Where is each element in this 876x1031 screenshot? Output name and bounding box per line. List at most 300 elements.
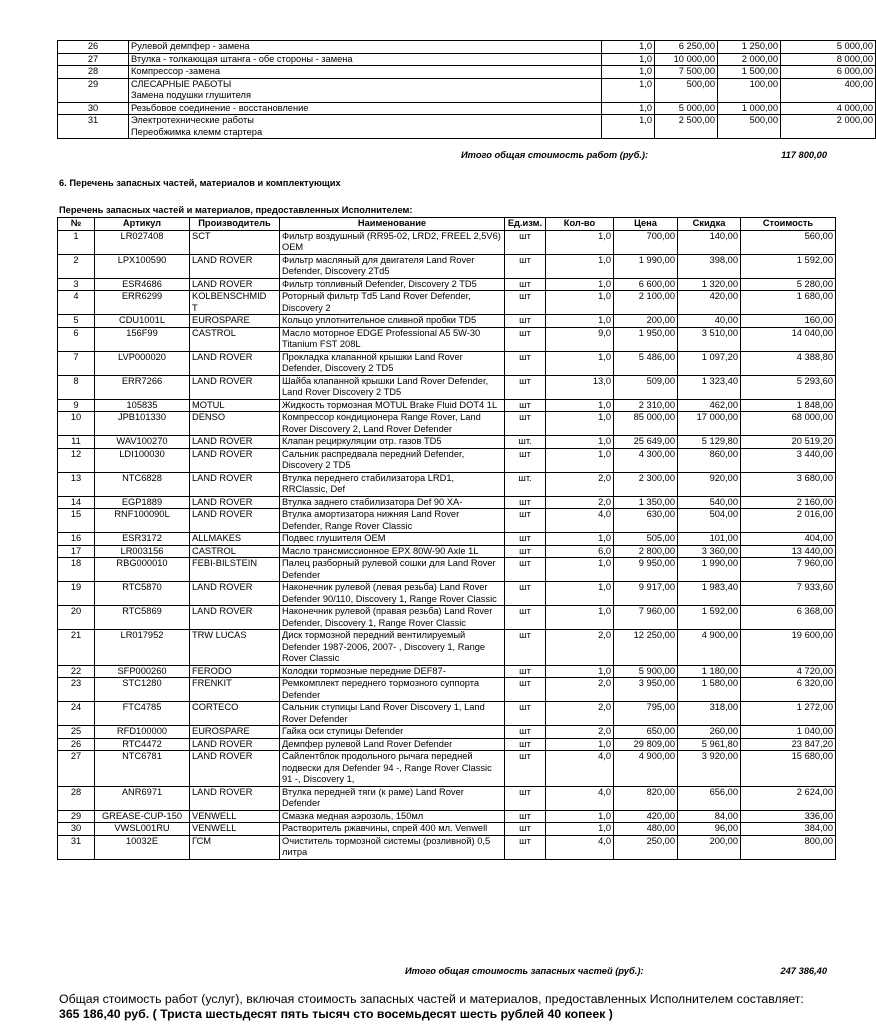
unit: шт bbox=[505, 630, 546, 666]
price: 3 950,00 bbox=[614, 678, 678, 702]
cost: 6 000,00 bbox=[781, 66, 876, 79]
article: ANR6971 bbox=[95, 786, 190, 810]
unit: шт bbox=[505, 606, 546, 630]
article: RTC5869 bbox=[95, 606, 190, 630]
cost: 5 293,60 bbox=[741, 375, 836, 399]
work-name: Компрессор -замена bbox=[129, 66, 602, 79]
row-number: 27 bbox=[58, 751, 95, 787]
quantity: 2,0 bbox=[546, 726, 614, 739]
price: 25 649,00 bbox=[614, 436, 678, 449]
part-name: Втулка амортизатора нижняя Land Rover Defender, Range Rover Classic bbox=[280, 509, 505, 533]
part-name: Жидкость тормозная MOTUL Brake Fluid DOT4 1L bbox=[280, 399, 505, 412]
row-number: 15 bbox=[58, 509, 95, 533]
cost: 2 000,00 bbox=[781, 115, 876, 139]
discount: 860,00 bbox=[678, 448, 741, 472]
quantity: 1,0 bbox=[546, 823, 614, 836]
quantity: 1,0 bbox=[546, 278, 614, 291]
part-name: Ремкомплект переднего тормозного суппорта Defender bbox=[280, 678, 505, 702]
discount: 1 250,00 bbox=[718, 41, 781, 54]
works-row bbox=[58, 41, 876, 54]
cost: 2 160,00 bbox=[741, 496, 836, 509]
article: STC1280 bbox=[95, 678, 190, 702]
row-number: 29 bbox=[58, 810, 95, 823]
row-number: 30 bbox=[58, 823, 95, 836]
manufacturer: TRW LUCAS bbox=[190, 630, 280, 666]
cost: 7 933,60 bbox=[741, 582, 836, 606]
col-header-name: Наименование bbox=[280, 218, 505, 231]
row-number: 13 bbox=[58, 472, 95, 496]
price: 820,00 bbox=[614, 786, 678, 810]
works-table bbox=[57, 40, 876, 139]
price: 2 500,00 bbox=[655, 115, 718, 139]
parts-row bbox=[58, 630, 836, 666]
article: NTC6828 bbox=[95, 472, 190, 496]
cost: 560,00 bbox=[741, 230, 836, 254]
parts-row bbox=[58, 738, 836, 751]
unit: шт bbox=[505, 254, 546, 278]
col-header-qty: Кол-во bbox=[546, 218, 614, 231]
cost: 1 592,00 bbox=[741, 254, 836, 278]
article: ESR3172 bbox=[95, 533, 190, 546]
parts-row bbox=[58, 665, 836, 678]
article: RTC5870 bbox=[95, 582, 190, 606]
quantity: 2,0 bbox=[546, 496, 614, 509]
part-name: Фильтр масляный для двигателя Land Rover Defender, Discovery 2Td5 bbox=[280, 254, 505, 278]
discount: 260,00 bbox=[678, 726, 741, 739]
row-number: 22 bbox=[58, 665, 95, 678]
cost: 160,00 bbox=[741, 315, 836, 328]
article: ESR4686 bbox=[95, 278, 190, 291]
row-number: 6 bbox=[58, 327, 95, 351]
article: RFD100000 bbox=[95, 726, 190, 739]
article: LPX100590 bbox=[95, 254, 190, 278]
price: 650,00 bbox=[614, 726, 678, 739]
price: 630,00 bbox=[614, 509, 678, 533]
quantity: 1,0 bbox=[602, 115, 655, 139]
unit: шт bbox=[505, 496, 546, 509]
row-number: 29 bbox=[58, 78, 129, 102]
article: 10032E bbox=[95, 835, 190, 859]
discount: 2 000,00 bbox=[718, 53, 781, 66]
parts-header-row bbox=[58, 218, 836, 231]
discount: 100,00 bbox=[718, 78, 781, 102]
manufacturer: LAND ROVER bbox=[190, 351, 280, 375]
price: 7 960,00 bbox=[614, 606, 678, 630]
price: 2 800,00 bbox=[614, 545, 678, 558]
manufacturer: LAND ROVER bbox=[190, 375, 280, 399]
row-number: 8 bbox=[58, 375, 95, 399]
parts-row bbox=[58, 751, 836, 787]
parts-row bbox=[58, 558, 836, 582]
work-name: Втулка - толкающая штанга - обе стороны - замена bbox=[129, 53, 602, 66]
price: 505,00 bbox=[614, 533, 678, 546]
cost: 5 000,00 bbox=[781, 41, 876, 54]
discount: 920,00 bbox=[678, 472, 741, 496]
article: 156F99 bbox=[95, 327, 190, 351]
col-header-maker: Производитель bbox=[190, 218, 280, 231]
cost: 4 000,00 bbox=[781, 102, 876, 115]
cost: 384,00 bbox=[741, 823, 836, 836]
price: 500,00 bbox=[655, 78, 718, 102]
quantity: 1,0 bbox=[602, 41, 655, 54]
parts-row bbox=[58, 533, 836, 546]
discount: 1 320,00 bbox=[678, 278, 741, 291]
discount: 420,00 bbox=[678, 291, 741, 315]
quantity: 1,0 bbox=[546, 230, 614, 254]
part-name: Наконечник рулевой (правая резьба) Land Rover Defender, Discovery 1, Range Rover Classic bbox=[280, 606, 505, 630]
quantity: 6,0 bbox=[546, 545, 614, 558]
manufacturer: CORTECO bbox=[190, 702, 280, 726]
part-name: Масло моторное EDGE Professional A5 5W-30 Titanium FST 208L bbox=[280, 327, 505, 351]
row-number: 12 bbox=[58, 448, 95, 472]
manufacturer: FEBI-BILSTEIN bbox=[190, 558, 280, 582]
part-name: Масло трансмиссионное EPX 80W-90 Axle 1L bbox=[280, 545, 505, 558]
row-number: 19 bbox=[58, 582, 95, 606]
manufacturer: LAND ROVER bbox=[190, 278, 280, 291]
cost: 1 040,00 bbox=[741, 726, 836, 739]
price: 9 950,00 bbox=[614, 558, 678, 582]
cost: 5 280,00 bbox=[741, 278, 836, 291]
manufacturer: LAND ROVER bbox=[190, 582, 280, 606]
parts-row bbox=[58, 327, 836, 351]
discount: 504,00 bbox=[678, 509, 741, 533]
cost: 1 272,00 bbox=[741, 702, 836, 726]
cost: 1 848,00 bbox=[741, 399, 836, 412]
col-header-cost: Стоимость bbox=[741, 218, 836, 231]
article: RTC4472 bbox=[95, 738, 190, 751]
discount: 1 580,00 bbox=[678, 678, 741, 702]
article: WAV100270 bbox=[95, 436, 190, 449]
discount: 3 920,00 bbox=[678, 751, 741, 787]
row-number: 21 bbox=[58, 630, 95, 666]
parts-total-label: Итого общая стоимость запасных частей (руб.): bbox=[405, 966, 644, 976]
unit: шт bbox=[505, 786, 546, 810]
price: 29 809,00 bbox=[614, 738, 678, 751]
manufacturer: LAND ROVER bbox=[190, 496, 280, 509]
manufacturer: MOTUL bbox=[190, 399, 280, 412]
parts-row bbox=[58, 545, 836, 558]
article: LVP000020 bbox=[95, 351, 190, 375]
article: LDI100030 bbox=[95, 448, 190, 472]
unit: шт bbox=[505, 278, 546, 291]
manufacturer: VENWELL bbox=[190, 823, 280, 836]
manufacturer: LAND ROVER bbox=[190, 738, 280, 751]
cost: 20 519,20 bbox=[741, 436, 836, 449]
discount: 1 323,40 bbox=[678, 375, 741, 399]
row-number: 7 bbox=[58, 351, 95, 375]
part-name: Колодки тормозные передние DEF87- bbox=[280, 665, 505, 678]
quantity: 1,0 bbox=[602, 78, 655, 102]
quantity: 1,0 bbox=[546, 254, 614, 278]
article: GREASE-CUP-150 bbox=[95, 810, 190, 823]
manufacturer: CASTROL bbox=[190, 545, 280, 558]
unit: шт bbox=[505, 509, 546, 533]
quantity: 4,0 bbox=[546, 786, 614, 810]
article: 105835 bbox=[95, 399, 190, 412]
article: FTC4785 bbox=[95, 702, 190, 726]
manufacturer: VENWELL bbox=[190, 810, 280, 823]
quantity: 1,0 bbox=[546, 399, 614, 412]
cost: 14 040,00 bbox=[741, 327, 836, 351]
price: 5 486,00 bbox=[614, 351, 678, 375]
cost: 4 720,00 bbox=[741, 665, 836, 678]
price: 1 990,00 bbox=[614, 254, 678, 278]
part-name: Наконечник рулевой (левая резьба) Land Rover Defender 90/110, Discovery 1, Range Rover Classic bbox=[280, 582, 505, 606]
grand-total-amount: 365 186,40 руб. ( Триста шестьдесят пять тысяч сто восемьдесят шесть рублей 40 копеек ) bbox=[59, 1007, 613, 1021]
row-number: 26 bbox=[58, 41, 129, 54]
parts-row bbox=[58, 835, 836, 859]
price: 6 600,00 bbox=[614, 278, 678, 291]
price: 10 000,00 bbox=[655, 53, 718, 66]
discount: 1 990,00 bbox=[678, 558, 741, 582]
row-number: 31 bbox=[58, 835, 95, 859]
unit: шт bbox=[505, 351, 546, 375]
part-name: Втулка передней тяги (к раме) Land Rover Defender bbox=[280, 786, 505, 810]
article: JPB101330 bbox=[95, 412, 190, 436]
manufacturer: LAND ROVER bbox=[190, 254, 280, 278]
part-name: Демпфер рулевой Land Rover Defender bbox=[280, 738, 505, 751]
cost: 1 680,00 bbox=[741, 291, 836, 315]
part-name: Растворитель ржавчины, спрей 400 мл. Venwell bbox=[280, 823, 505, 836]
unit: шт bbox=[505, 823, 546, 836]
part-name: Сайлентблок продольного рычага передней подвески для Defender 94 -, Range Rover Classic 91 -, Discovery 1, bbox=[280, 751, 505, 787]
manufacturer: LAND ROVER bbox=[190, 606, 280, 630]
price: 1 950,00 bbox=[614, 327, 678, 351]
cost: 3 440,00 bbox=[741, 448, 836, 472]
unit: шт bbox=[505, 582, 546, 606]
row-number: 11 bbox=[58, 436, 95, 449]
quantity: 1,0 bbox=[546, 606, 614, 630]
discount: 1 000,00 bbox=[718, 102, 781, 115]
part-name: Смазка медная аэрозоль, 150мл bbox=[280, 810, 505, 823]
unit: шт bbox=[505, 327, 546, 351]
article: RNF100090L bbox=[95, 509, 190, 533]
article: EGP1889 bbox=[95, 496, 190, 509]
part-name: Сальник распредвала передний Defender, Discovery 2 TD5 bbox=[280, 448, 505, 472]
price: 4 900,00 bbox=[614, 751, 678, 787]
unit: шт bbox=[505, 810, 546, 823]
work-name: Резьбовое соединение - восстановление bbox=[129, 102, 602, 115]
quantity: 1,0 bbox=[546, 738, 614, 751]
row-number: 30 bbox=[58, 102, 129, 115]
unit: шт bbox=[505, 230, 546, 254]
cost: 2 016,00 bbox=[741, 509, 836, 533]
row-number: 28 bbox=[58, 66, 129, 79]
parts-row bbox=[58, 496, 836, 509]
discount: 140,00 bbox=[678, 230, 741, 254]
quantity: 2,0 bbox=[546, 702, 614, 726]
parts-row bbox=[58, 230, 836, 254]
discount: 17 000,00 bbox=[678, 412, 741, 436]
cost: 7 960,00 bbox=[741, 558, 836, 582]
discount: 3 360,00 bbox=[678, 545, 741, 558]
price: 795,00 bbox=[614, 702, 678, 726]
parts-total-value: 247 386,40 bbox=[780, 966, 827, 976]
quantity: 1,0 bbox=[546, 315, 614, 328]
part-name: Сальник ступицы Land Rover Discovery 1, Land Rover Defender bbox=[280, 702, 505, 726]
unit: шт bbox=[505, 533, 546, 546]
price: 1 350,00 bbox=[614, 496, 678, 509]
quantity: 1,0 bbox=[546, 412, 614, 436]
unit: шт. bbox=[505, 436, 546, 449]
unit: шт bbox=[505, 291, 546, 315]
cost: 23 847,20 bbox=[741, 738, 836, 751]
price: 6 250,00 bbox=[655, 41, 718, 54]
cost: 13 440,00 bbox=[741, 545, 836, 558]
article: RBG000010 bbox=[95, 558, 190, 582]
parts-row bbox=[58, 810, 836, 823]
discount: 84,00 bbox=[678, 810, 741, 823]
manufacturer: FRENKIT bbox=[190, 678, 280, 702]
article: LR027408 bbox=[95, 230, 190, 254]
manufacturer: FERODO bbox=[190, 665, 280, 678]
discount: 318,00 bbox=[678, 702, 741, 726]
row-number: 28 bbox=[58, 786, 95, 810]
parts-row bbox=[58, 509, 836, 533]
row-number: 10 bbox=[58, 412, 95, 436]
row-number: 31 bbox=[58, 115, 129, 139]
manufacturer: ГСМ bbox=[190, 835, 280, 859]
quantity: 1,0 bbox=[546, 436, 614, 449]
quantity: 1,0 bbox=[546, 558, 614, 582]
part-name: Очиститель тормозной системы (розливной) 0,5 литра bbox=[280, 835, 505, 859]
cost: 8 000,00 bbox=[781, 53, 876, 66]
quantity: 4,0 bbox=[546, 835, 614, 859]
discount: 462,00 bbox=[678, 399, 741, 412]
row-number: 25 bbox=[58, 726, 95, 739]
unit: шт bbox=[505, 375, 546, 399]
manufacturer: SCT bbox=[190, 230, 280, 254]
parts-row bbox=[58, 606, 836, 630]
manufacturer: ALLMAKES bbox=[190, 533, 280, 546]
cost: 404,00 bbox=[741, 533, 836, 546]
col-header-article: Артикул bbox=[95, 218, 190, 231]
price: 85 000,00 bbox=[614, 412, 678, 436]
manufacturer: CASTROL bbox=[190, 327, 280, 351]
discount: 1 180,00 bbox=[678, 665, 741, 678]
price: 250,00 bbox=[614, 835, 678, 859]
unit: шт. bbox=[505, 472, 546, 496]
row-number: 26 bbox=[58, 738, 95, 751]
row-number: 24 bbox=[58, 702, 95, 726]
manufacturer: DENSO bbox=[190, 412, 280, 436]
price: 2 310,00 bbox=[614, 399, 678, 412]
parts-caption: Перечень запасных частей и материалов, предоставленных Исполнителем: bbox=[59, 205, 413, 215]
price: 4 300,00 bbox=[614, 448, 678, 472]
quantity: 4,0 bbox=[546, 509, 614, 533]
article: NTC6781 bbox=[95, 751, 190, 787]
col-header-unit: Ед.изм. bbox=[505, 218, 546, 231]
discount: 40,00 bbox=[678, 315, 741, 328]
manufacturer: KOLBENSCHMID T bbox=[190, 291, 280, 315]
price: 5 900,00 bbox=[614, 665, 678, 678]
quantity: 1,0 bbox=[546, 810, 614, 823]
price: 5 000,00 bbox=[655, 102, 718, 115]
discount: 101,00 bbox=[678, 533, 741, 546]
parts-row bbox=[58, 702, 836, 726]
parts-row bbox=[58, 315, 836, 328]
discount: 4 900,00 bbox=[678, 630, 741, 666]
discount: 398,00 bbox=[678, 254, 741, 278]
part-name: Втулка переднего стабилизатора LRD1, RRClassic, Def bbox=[280, 472, 505, 496]
col-header-number: № bbox=[58, 218, 95, 231]
quantity: 1,0 bbox=[602, 102, 655, 115]
article: ERR6299 bbox=[95, 291, 190, 315]
unit: шт bbox=[505, 678, 546, 702]
works-row bbox=[58, 66, 876, 79]
parts-row bbox=[58, 278, 836, 291]
article: ERR7266 bbox=[95, 375, 190, 399]
unit: шт bbox=[505, 835, 546, 859]
price: 200,00 bbox=[614, 315, 678, 328]
cost: 68 000,00 bbox=[741, 412, 836, 436]
price: 7 500,00 bbox=[655, 66, 718, 79]
row-number: 17 bbox=[58, 545, 95, 558]
unit: шт bbox=[505, 315, 546, 328]
parts-row bbox=[58, 291, 836, 315]
parts-row bbox=[58, 375, 836, 399]
part-name: Фильтр воздушный (RR95-02, LRD2, FREEL 2,5V6) OEM bbox=[280, 230, 505, 254]
price: 12 250,00 bbox=[614, 630, 678, 666]
discount: 1 983,40 bbox=[678, 582, 741, 606]
work-name: Рулевой демпфер - замена bbox=[129, 41, 602, 54]
row-number: 27 bbox=[58, 53, 129, 66]
manufacturer: LAND ROVER bbox=[190, 786, 280, 810]
unit: шт bbox=[505, 751, 546, 787]
part-name: Гайка оси ступицы Defender bbox=[280, 726, 505, 739]
quantity: 9,0 bbox=[546, 327, 614, 351]
cost: 2 624,00 bbox=[741, 786, 836, 810]
works-row bbox=[58, 115, 876, 139]
works-total-label: Итого общая стоимость работ (руб.): bbox=[461, 150, 649, 160]
works-row bbox=[58, 53, 876, 66]
parts-row bbox=[58, 678, 836, 702]
cost: 15 680,00 bbox=[741, 751, 836, 787]
unit: шт bbox=[505, 738, 546, 751]
cost: 4 388,80 bbox=[741, 351, 836, 375]
quantity: 2,0 bbox=[546, 472, 614, 496]
cost: 19 600,00 bbox=[741, 630, 836, 666]
part-name: Прокладка клапанной крышки Land Rover Defender, Discovery 2 TD5 bbox=[280, 351, 505, 375]
discount: 656,00 bbox=[678, 786, 741, 810]
part-name: Шайба клапанной крышки Land Rover Defender, Land Rover Discovery 2 TD5 bbox=[280, 375, 505, 399]
cost: 6 320,00 bbox=[741, 678, 836, 702]
unit: шт bbox=[505, 448, 546, 472]
quantity: 2,0 bbox=[546, 678, 614, 702]
manufacturer: LAND ROVER bbox=[190, 448, 280, 472]
manufacturer: EUROSPARE bbox=[190, 315, 280, 328]
manufacturer: LAND ROVER bbox=[190, 436, 280, 449]
works-row bbox=[58, 78, 876, 102]
price: 509,00 bbox=[614, 375, 678, 399]
discount: 1 097,20 bbox=[678, 351, 741, 375]
parts-row bbox=[58, 582, 836, 606]
quantity: 1,0 bbox=[546, 533, 614, 546]
price: 9 917,00 bbox=[614, 582, 678, 606]
quantity: 13,0 bbox=[546, 375, 614, 399]
row-number: 20 bbox=[58, 606, 95, 630]
row-number: 16 bbox=[58, 533, 95, 546]
part-name: Клапан рециркуляции отр. газов TD5 bbox=[280, 436, 505, 449]
parts-row bbox=[58, 786, 836, 810]
row-number: 5 bbox=[58, 315, 95, 328]
price: 700,00 bbox=[614, 230, 678, 254]
grand-total-text: Общая стоимость работ (услуг), включая стоимость запасных частей и материалов, предоставленных Исполнителем составляет: bbox=[59, 992, 804, 1006]
quantity: 4,0 bbox=[546, 751, 614, 787]
parts-row bbox=[58, 412, 836, 436]
discount: 500,00 bbox=[718, 115, 781, 139]
parts-row bbox=[58, 448, 836, 472]
